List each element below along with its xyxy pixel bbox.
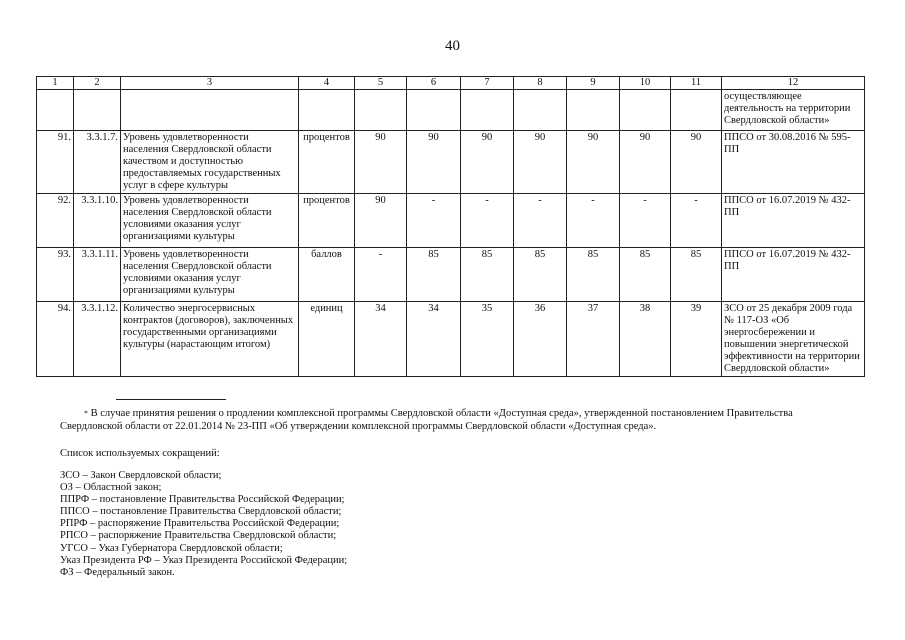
row-number: 92. (37, 194, 74, 248)
indicator-code: 3.3.1.7. (74, 131, 121, 194)
source-cell: ППСО от 16.07.2019 № 432-ПП (722, 248, 865, 302)
value: 90 (514, 131, 567, 194)
value: 38 (620, 302, 671, 377)
list-item: Указ Президента РФ – Указ Президента Российской Федерации; (60, 554, 348, 566)
value: 85 (671, 248, 722, 302)
column-header: 3 (121, 77, 299, 90)
list-item: ФЗ – Федеральный закон. (60, 566, 175, 578)
column-header: 2 (74, 77, 121, 90)
column-header: 1 (37, 77, 74, 90)
footnote-text: В случае принятия решения о продлении комплексной программы Свердловской области «Доступная среда», утвержденной постановлением Правительства Свердловской области от 22.01.2014 № 23-ПП «Об утверждении комплексной программы Свердловской области «Доступная среда». (60, 408, 793, 432)
table-row (37, 302, 865, 377)
column-header: 4 (299, 77, 355, 90)
source-cell: ЗСО от 25 декабря 2009 года № 117-ОЗ «Об энергосбережении и повышении энергетической эффективности на территории Свердловской области» (722, 302, 865, 377)
list-item: РПСО – распоряжение Правительства Свердловской области; (60, 530, 337, 542)
value: 90 (355, 131, 407, 194)
value: 90 (620, 131, 671, 194)
list-item: УГСО – Указ Губернатора Свердловской области; (60, 542, 283, 554)
value: 90 (461, 131, 514, 194)
value: 85 (567, 248, 620, 302)
column-header: 5 (355, 77, 407, 90)
value: - (514, 194, 567, 248)
footnote-divider (116, 399, 226, 400)
column-header: 6 (407, 77, 461, 90)
value: 90 (567, 131, 620, 194)
value: 34 (355, 302, 407, 377)
unit: процентов (299, 131, 355, 194)
value: - (620, 194, 671, 248)
indicator-code: 3.3.1.10. (74, 194, 121, 248)
value: 34 (407, 302, 461, 377)
value: 36 (514, 302, 567, 377)
source-cell: осуществляющее деятельность на территории Свердловской области» (722, 90, 865, 131)
column-header: 7 (461, 77, 514, 90)
value: - (461, 194, 514, 248)
source-cell: ППСО от 16.07.2019 № 432-ПП (722, 194, 865, 248)
unit: процентов (299, 194, 355, 248)
footnote (60, 407, 850, 433)
value: - (355, 248, 407, 302)
row-number: 91. (37, 131, 74, 194)
footnote-marker: * (84, 409, 88, 418)
unit: баллов (299, 248, 355, 302)
value: 37 (567, 302, 620, 377)
indicators-table (36, 76, 865, 377)
value: 90 (671, 131, 722, 194)
source-cell: ППСО от 30.08.2016 № 595-ПП (722, 131, 865, 194)
list-item: ОЗ – Областной закон; (60, 482, 162, 494)
value: 85 (514, 248, 567, 302)
column-header: 10 (620, 77, 671, 90)
table-header-row (37, 77, 865, 90)
column-header: 11 (671, 77, 722, 90)
row-number: 93. (37, 248, 74, 302)
value: 85 (461, 248, 514, 302)
value: 35 (461, 302, 514, 377)
value: - (671, 194, 722, 248)
table-row-continuation (37, 90, 865, 131)
column-header: 9 (567, 77, 620, 90)
table-row (37, 131, 865, 194)
column-header: 8 (514, 77, 567, 90)
value: 85 (620, 248, 671, 302)
abbreviations-list (60, 470, 347, 579)
abbreviations-title: Список используемых сокращений: (60, 448, 220, 459)
value: 39 (671, 302, 722, 377)
page-number: 40 (445, 38, 460, 54)
indicator-code: 3.3.1.12. (74, 302, 121, 377)
indicator-code: 3.3.1.11. (74, 248, 121, 302)
indicator-name: Количество энергосервисных контрактов (договоров), заключенных государственными организациями культуры (нарастающим итогом) (121, 302, 299, 377)
column-header: 12 (722, 77, 865, 90)
value: 90 (355, 194, 407, 248)
value: - (407, 194, 461, 248)
indicator-name: Уровень удовлетворенности населения Свердловской области условиями оказания услуг организациями культуры (121, 194, 299, 248)
list-item: ЗСО – Закон Свердловской области; (60, 470, 222, 481)
list-item: ППСО – постановление Правительства Свердловской области; (60, 506, 342, 518)
row-number: 94. (37, 302, 74, 377)
table-row (37, 194, 865, 248)
list-item: ППРФ – постановление Правительства Российской Федерации; (60, 494, 345, 506)
indicator-name: Уровень удовлетворенности населения Свердловской области условиями оказания услуг организациями культуры (121, 248, 299, 302)
unit: единиц (299, 302, 355, 377)
value: 90 (407, 131, 461, 194)
table-row (37, 248, 865, 302)
list-item: РПРФ – распоряжение Правительства Российской Федерации; (60, 518, 340, 530)
value: - (567, 194, 620, 248)
value: 85 (407, 248, 461, 302)
indicator-name: Уровень удовлетворенности населения Свердловской области качеством и доступностью предоставляемых государственных услуг в сфере культуры (121, 131, 299, 194)
